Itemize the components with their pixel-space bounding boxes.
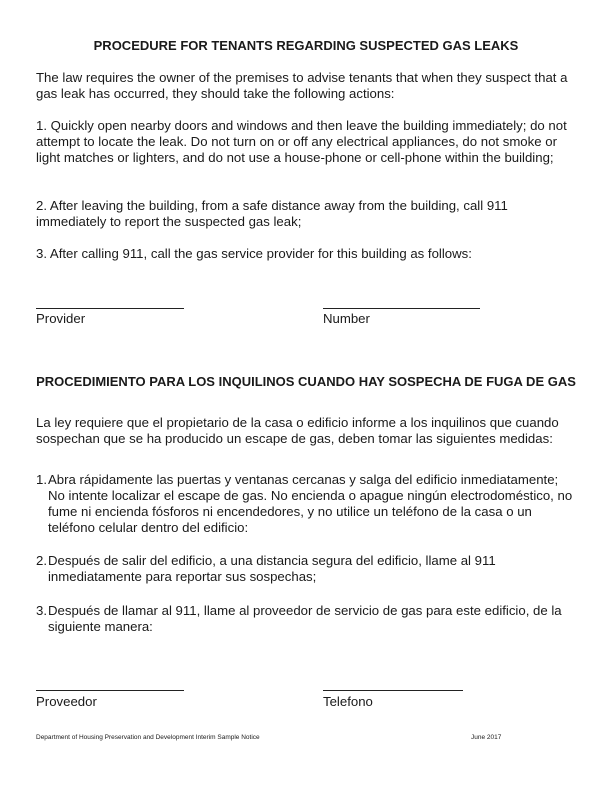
english-intro: The law requires the owner of the premises to advise tenants that when they suspect that a gas leak has occurred, they should take the following actions: (36, 70, 568, 101)
spanish-step-3 (36, 603, 576, 639)
english-step-2: 2. After leaving the building, from a safe distance away from the building, call 911 immediately to report the suspected gas leak; (36, 198, 508, 229)
spanish-step-1-number: 1. (36, 472, 47, 487)
english-step-3: 3. After calling 911, call the gas service provider for this building as follows: (36, 246, 472, 261)
spanish-step-3-text: Después de llamar al 911, llame al proveedor de servicio de gas para este edificio, de la siguiente manera: (48, 603, 562, 634)
spanish-step-2-text: Después de salir del edificio, a una distancia segura del edificio, llame al 911 inmediatamente para reportar sus sospechas; (48, 553, 496, 584)
proveedor-signature-line[interactable] (36, 690, 184, 691)
telefono-label: Telefono (323, 694, 373, 709)
telefono-signature-line[interactable] (323, 690, 463, 691)
footer-date: June 2017 (471, 734, 502, 741)
provider-signature-line[interactable] (36, 308, 184, 309)
footer-agency: Department of Housing Preservation and Development Interim Sample Notice (36, 734, 260, 741)
proveedor-label: Proveedor (36, 694, 97, 709)
spanish-intro: La ley requiere que el propietario de la casa o edificio informe a los inquilinos que cuando sospechan que se ha producido un escape de gas, deben tomar las siguientes medidas: (36, 415, 559, 446)
spanish-step-2-number: 2. (36, 553, 47, 568)
spanish-step-3-number: 3. (36, 603, 47, 618)
english-title: PROCEDURE FOR TENANTS REGARDING SUSPECTED GAS LEAKS (93, 38, 519, 53)
spanish-step-1 (36, 472, 576, 542)
spanish-title: PROCEDIMIENTO PARA LOS INQUILINOS CUANDO HAY SOSPECHA DE FUGA DE GAS (36, 374, 576, 389)
provider-label: Provider (36, 311, 86, 326)
english-step-1: 1. Quickly open nearby doors and windows and then leave the building immediately; do not attempt to locate the leak. Do not turn on or off any electrical appliances, do not smoke or light matches or lighters, and do not use a house-phone or cell-phone within the building; (36, 118, 567, 165)
spanish-step-2 (36, 553, 576, 589)
spanish-step-1-text: Abra rápidamente las puertas y ventanas cercanas y salga del edificio inmediatamente; No intente localizar el escape de gas. No encienda o apague ningún electrodoméstico, no fume ni encienda fósforos ni encendedores, y no utilice un teléfono de la casa o un teléfono celular dentro del edificio: (48, 472, 573, 535)
number-signature-line[interactable] (323, 308, 480, 309)
number-label: Number (323, 311, 370, 326)
